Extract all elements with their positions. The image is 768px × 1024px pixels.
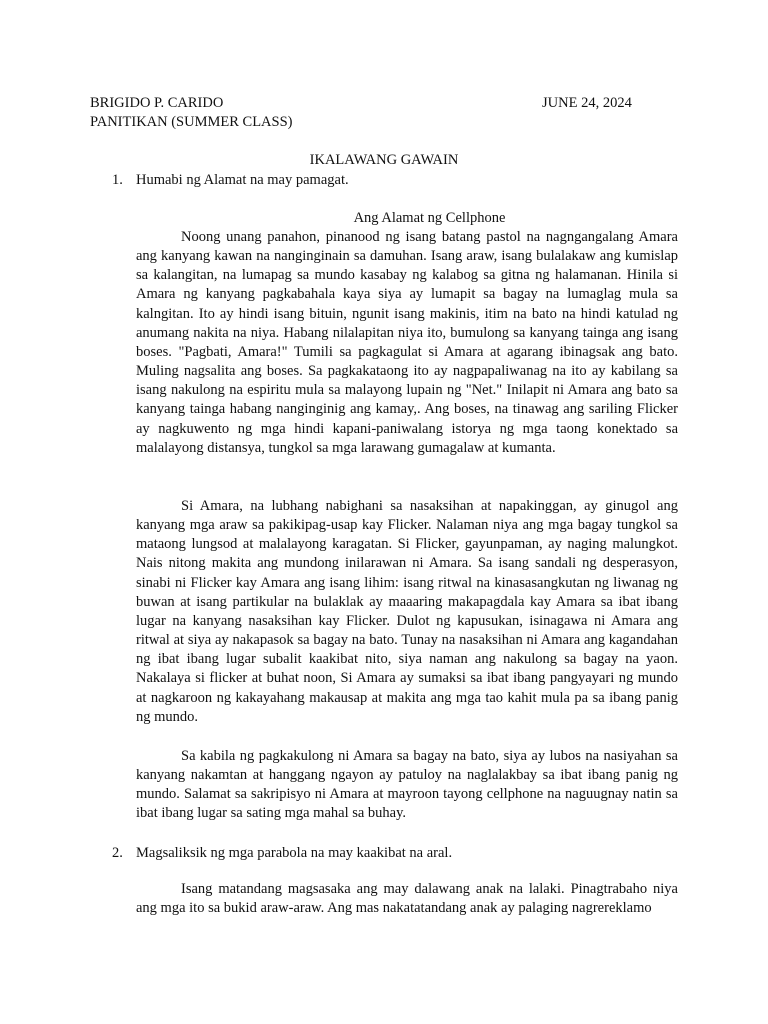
story-title: Ang Alamat ng Cellphone [353,210,506,226]
story-paragraph: Sa kabila ng pagkakulong ni Amara sa bagay na bato, siya ay lubos na nasiyahan sa kanyang nakamtan at hanggang ngayon ay patuloy na naglalakbay sa ibat ibang panig ng mundo. Salamat sa sakripisyo ni Amara at mayroon tayong cellphone na naguugnay natin sa ibat ibang lugar sa sating mga mahal sa buhay. [136,748,678,822]
list-prompt: Humabi ng Alamat na may pamagat. [136,172,349,188]
course-name: PANITIKAN (SUMMER CLASS) [90,114,293,130]
header-left [90,94,293,132]
list-number: 2. [112,845,123,861]
list-number: 1. [112,172,123,188]
story-paragraph: Noong unang panahon, pinanood ng isang batang pastol na nagngangalang Amara ang kanyang kawan na nanginginain sa damuhan. Isang araw, isang bulalakaw ang kumislap sa kalangitan, na lumapag sa mundo kasabay ng kalabog sa gitna ng halamanan. Hinila si Amara ng kanyang pagkabahala kaya siya ay lumapit sa bagay na lumaglag mula sa kalngitan. Ito ay hindi isang bituin, ngunit isang makinis, itim na bato na hindi katulad ng anumang nakita na niya. Habang nilalapitan niya ito, bumulong sa kanyang tainga ang isang boses. "Pagbati, Amara!" Tumili sa pagkagulat si Amara at agarang ibinagsak ang bato. Muling nagsalita ang boses. Sa pagkakataong ito ay nagpapaliwanag na ito ay kabilang sa isang nakulong na espiritu mula sa malayong lupain ng "Net." Inilapit ni Amara ang bato sa kanyang tainga habang nanginginig ang kamay,. Ang boses, na tinawag ang sariling Flicker ay nagkuwento ng mga hindi kapani-paniwalang istorya ng mga taong konektado sa malalayong distansya, tungkol sa mga larawang gumagalaw at kumanta. [136,229,678,456]
author-name: BRIGIDO P. CARIDO [90,95,224,111]
story-paragraph: Si Amara, na lubhang nabighani sa nasaksihan at napakinggan, ay ginugol ang kanyang mga araw sa pakikipag-usap kay Flicker. Nalaman niya ang mga bagay tungkol sa mataong lungsod at malalayong karagatan. Si Flicker, gayunpaman, ay naging malungkot. Nais nitong makita ang mundong inilarawan ni Amara. Sa isang sandali ng desperasyon, sinabi ni Flicker kay Amara ang isang lihim: isang ritwal na kinasasangkutan ng liwanag ng buwan at isang partikular na bulaklak ay maaaring makapagdala kay Amara sa ibat ibang lugar na kanyang nasaksihan kay Flicker. Dulot ng kapusukan, isinagawa ni Amara ang ritwal at siya ay nakapasok sa bagay na bato. Tunay na nasaksihan ni Amara ang kagandahan ng ibat ibang lugar subalit kaakibat nito, siya naman ang nakulong sa bagay na yaon. Nakalaya si flicker at buhat noon, Si Amara ay sumaksi sa ibat ibang pangyayari ng mundo at nagkaroon ng kakayahang makausap at makita ang mga tao kahit mula pa sa ibang panig ng mundo. [136,498,678,725]
activity-title: IKALAWANG GAWAIN [309,152,459,168]
list-prompt: Magsaliksik ng mga parabola na may kaakibat na aral. [136,845,453,861]
parable-paragraph: Isang matandang magsasaka ang may dalawang anak na lalaki. Pinagtrabaho niya ang mga ito sa bukid araw-araw. Ang mas nakatatandang anak ay palaging nagrereklamo [136,881,678,917]
header-date: JUNE 24, 2024 [542,95,632,111]
